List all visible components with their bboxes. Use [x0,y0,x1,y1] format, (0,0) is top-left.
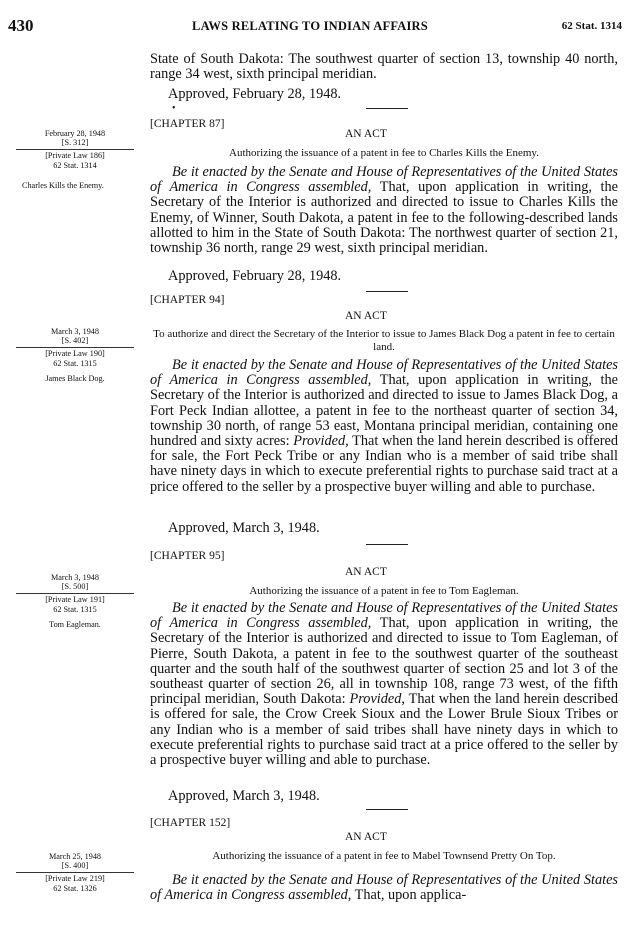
act-text: That when the land herein described is offered for sale, the Crow Creek Sioux and the Lower Brule Sioux Tribes or any Indian who is a member of said tribes shall have ninety days in which to execute preferential rights to purchase said tract at a price offered to the seller by a prospective buyer willing and able to purchase. [150,691,619,769]
margin-divider [16,593,134,594]
act-purpose: To authorize and direct the Secretary of the Interior to issue to James Black Dog a patent in fee to certain land. [153,328,615,353]
enacting-clause: Be it enacted by the Senate and House of Representatives of the United States of America in Congress assembled, [150,357,618,389]
margin-private-law: [Private Law 219] [45,874,105,884]
carryover-approved: Approved, February 28, 1948. [168,86,342,102]
act-body [150,601,618,768]
ink-mark: • [172,103,176,114]
act-text: That, upon applica- [351,887,467,904]
margin-note [12,327,138,383]
margin-stat: 62 Stat. 1315 [53,604,97,614]
margin-note [12,573,138,629]
section-rule [366,291,408,292]
act-heading: AN ACT [345,831,387,843]
margin-bill: [S. 400] [61,861,89,871]
margin-topic: James Black Dog. [45,373,105,383]
chapter-label: [CHAPTER 152] [150,817,231,829]
act-heading: AN ACT [345,566,387,578]
margin-date: March 3, 1948 [51,327,99,336]
act-body [150,873,618,903]
margin-date: March 3, 1948 [51,573,99,582]
enacting-clause: Be it enacted by the Senate and House of Representatives of the United States of America in Congress assembled, [150,872,618,904]
margin-divider [16,347,134,348]
chapter-label: [CHAPTER 95] [150,550,225,562]
margin-private-law: [Private Law 186] [45,151,105,161]
act-heading: AN ACT [345,128,387,140]
page-number: 430 [8,16,34,35]
margin-stat: 62 Stat. 1314 [53,160,97,170]
act-body [150,358,618,495]
margin-topic: Tom Eagleman. [49,619,101,629]
proviso: Provided, [349,691,405,708]
running-title: LAWS RELATING TO INDIAN AFFAIRS [192,19,428,33]
act-text: That, upon application in writing, the Secretary of the Interior is authorized and directed to issue to Charles Kills the Enemy, of Winner, South Dakota, a patent in fee to the following-described lands allotted to him in the State of South Dakota: The northwest quarter of section 21, township 36 north, range 29 west, sixth principal meridian. [150,179,618,257]
chapter-label: [CHAPTER 94] [150,294,225,306]
act-body [150,165,618,256]
margin-bill: [S. 312] [61,138,89,148]
approval-line: Approved, March 3, 1948. [168,520,320,536]
act-text: That when the land herein described is offered for sale, the Fort Peck Tribe or any Indian who is a member of said tribe shall have ninety days in which to execute preferential rights to purchase said tract at a price offered to the seller by a prospective buyer willing and able to purchase. [150,433,618,495]
approval-line: Approved, February 28, 1948. [168,268,342,284]
approval-line: Approved, March 3, 1948. [168,788,320,804]
margin-date: February 28, 1948 [44,129,106,138]
section-rule [366,108,408,109]
margin-topic: Charles Kills the Enemy. [22,181,104,190]
act-text: That, upon application in writing, the Secretary of the Interior is authorized and directed to issue to Tom Eagleman, of Pierre, South Dakota, a patent in fee to the southwest quarter of the southeast quarter and the south half of the southwest quarter of section 25 and lot 3 of the southeast quarter of section 26, all in township 108, range 73 west, of the fifth principal meridian, South Dakota: [150,615,618,708]
margin-private-law: [Private Law 191] [45,595,105,605]
margin-stat: 62 Stat. 1315 [53,358,97,368]
margin-date: March 25, 1948 [48,852,102,861]
margin-divider [16,149,134,150]
margin-stat: 62 Stat. 1326 [53,883,97,893]
act-purpose: Authorizing the issuance of a patent in fee to Mabel Townsend Pretty On Top. [212,850,556,862]
section-rule [366,809,408,810]
margin-note [12,129,138,170]
margin-note [12,852,138,893]
enacting-clause: Be it enacted by the Senate and House of Representatives of the United States of America in Congress assembled, [150,164,618,196]
carryover-text: State of South Dakota: The southwest quarter of section 13, township 40 north, range 34 west, sixth principal meridian. [150,51,618,83]
margin-bill: [S. 500] [61,582,89,592]
proviso: Provided, [293,433,349,450]
statute-reference: 62 Stat. 1314 [561,20,622,32]
enacting-clause: Be it enacted by the Senate and House of Representatives of the United States of America in Congress assembled, [150,600,618,632]
chapter-label: [CHAPTER 87] [150,118,225,130]
margin-divider [16,872,134,873]
act-purpose: Authorizing the issuance of a patent in fee to Charles Kills the Enemy. [229,147,539,159]
section-rule [366,544,408,545]
act-text: That, upon application in writing, the Secretary of the Interior is authorized and directed to issue to James Black Dog, a Fort Peck Indian allottee, a patent in fee to the northeast quarter of section 34, township 30 north, of range 53 east, Montana principal meridian, containing one hundred and sixty acres: [150,372,618,450]
act-purpose: Authorizing the issuance of a patent in fee to Tom Eagleman. [249,585,519,597]
margin-private-law: [Private Law 190] [45,349,105,359]
margin-bill: [S. 402] [61,336,89,346]
act-heading: AN ACT [345,310,387,322]
